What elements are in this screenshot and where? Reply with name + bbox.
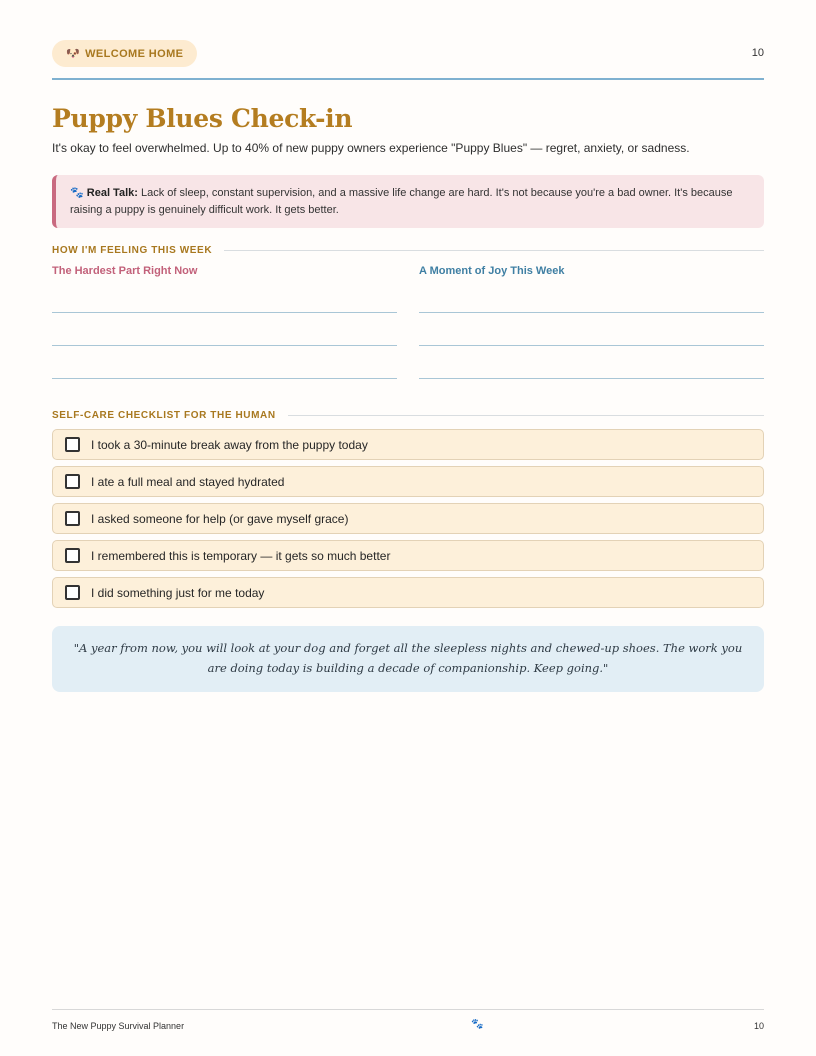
section-badge-label: WELCOME HOME [85, 47, 184, 60]
hardest-part-write-line[interactable] [52, 312, 397, 313]
checklist-item-label: I remembered this is temporary — it gets so much better [91, 548, 391, 563]
header-divider [52, 78, 764, 80]
checklist-item[interactable] [52, 503, 764, 534]
checklist-item-label: I asked someone for help (or gave myself grace) [91, 511, 349, 526]
section-divider [224, 250, 764, 251]
feeling-section-title: HOW I'M FEELING THIS WEEK [52, 244, 213, 256]
page-title: Puppy Blues Check-in [52, 104, 353, 133]
checklist-item-label: I took a 30-minute break away from the puppy today [91, 437, 368, 452]
callout-label: Real Talk: [86, 187, 138, 199]
checklist-section-title: SELF-CARE CHECKLIST FOR THE HUMAN [52, 409, 276, 421]
checkbox[interactable] [65, 437, 80, 452]
hardest-part-write-line[interactable] [52, 345, 397, 346]
joy-moment-write-line[interactable] [419, 312, 764, 313]
page-header [52, 40, 764, 68]
checkbox[interactable] [65, 548, 80, 563]
hardest-part-write-line[interactable] [52, 378, 397, 379]
checklist-item-label: I did something just for me today [91, 585, 265, 600]
checklist-item[interactable] [52, 466, 764, 497]
checkbox[interactable] [65, 585, 80, 600]
checkbox[interactable] [65, 511, 80, 526]
header-page-number: 10 [751, 47, 764, 59]
footer-divider [52, 1009, 764, 1010]
joy-moment-write-line[interactable] [419, 345, 764, 346]
paw-prints-icon: 🐾 [70, 187, 84, 199]
checklist-item-label: I ate a full meal and stayed hydrated [91, 474, 285, 489]
joy-moment-write-line[interactable] [419, 378, 764, 379]
checklist-item[interactable] [52, 577, 764, 608]
checklist-section-heading [52, 408, 764, 422]
hardest-part-title: The Hardest Part Right Now [52, 265, 198, 277]
page-subtitle: It's okay to feel overwhelmed. Up to 40% of new puppy owners experience "Puppy Blues" — regret, anxiety, or sadness. [52, 141, 690, 155]
encouragement-quote: "A year from now, you will look at your dog and forget all the sleepless nights and chewed-up shoes. The work you are doing today is building a decade of companionship. Keep going." [52, 626, 764, 692]
planner-page [52, 0, 764, 1056]
paw-prints-icon: 🐾 [471, 1019, 484, 1030]
real-talk-callout [52, 175, 764, 228]
footer-page-number: 10 [753, 1021, 764, 1031]
checklist-item[interactable] [52, 540, 764, 571]
checklist-item[interactable] [52, 429, 764, 460]
section-divider [288, 415, 764, 416]
checkbox[interactable] [65, 474, 80, 489]
section-badge [52, 40, 197, 67]
feeling-section-heading [52, 243, 764, 257]
callout-text: Lack of sleep, constant supervision, and a massive life change are hard. It's not because you're a bad owner. It's because raising a puppy is genuinely difficult work. It gets better. [70, 187, 733, 216]
dog-face-icon: 🐶 [66, 48, 81, 60]
footer-book-title: The New Puppy Survival Planner [52, 1021, 185, 1031]
joy-moment-title: A Moment of Joy This Week [419, 265, 565, 277]
